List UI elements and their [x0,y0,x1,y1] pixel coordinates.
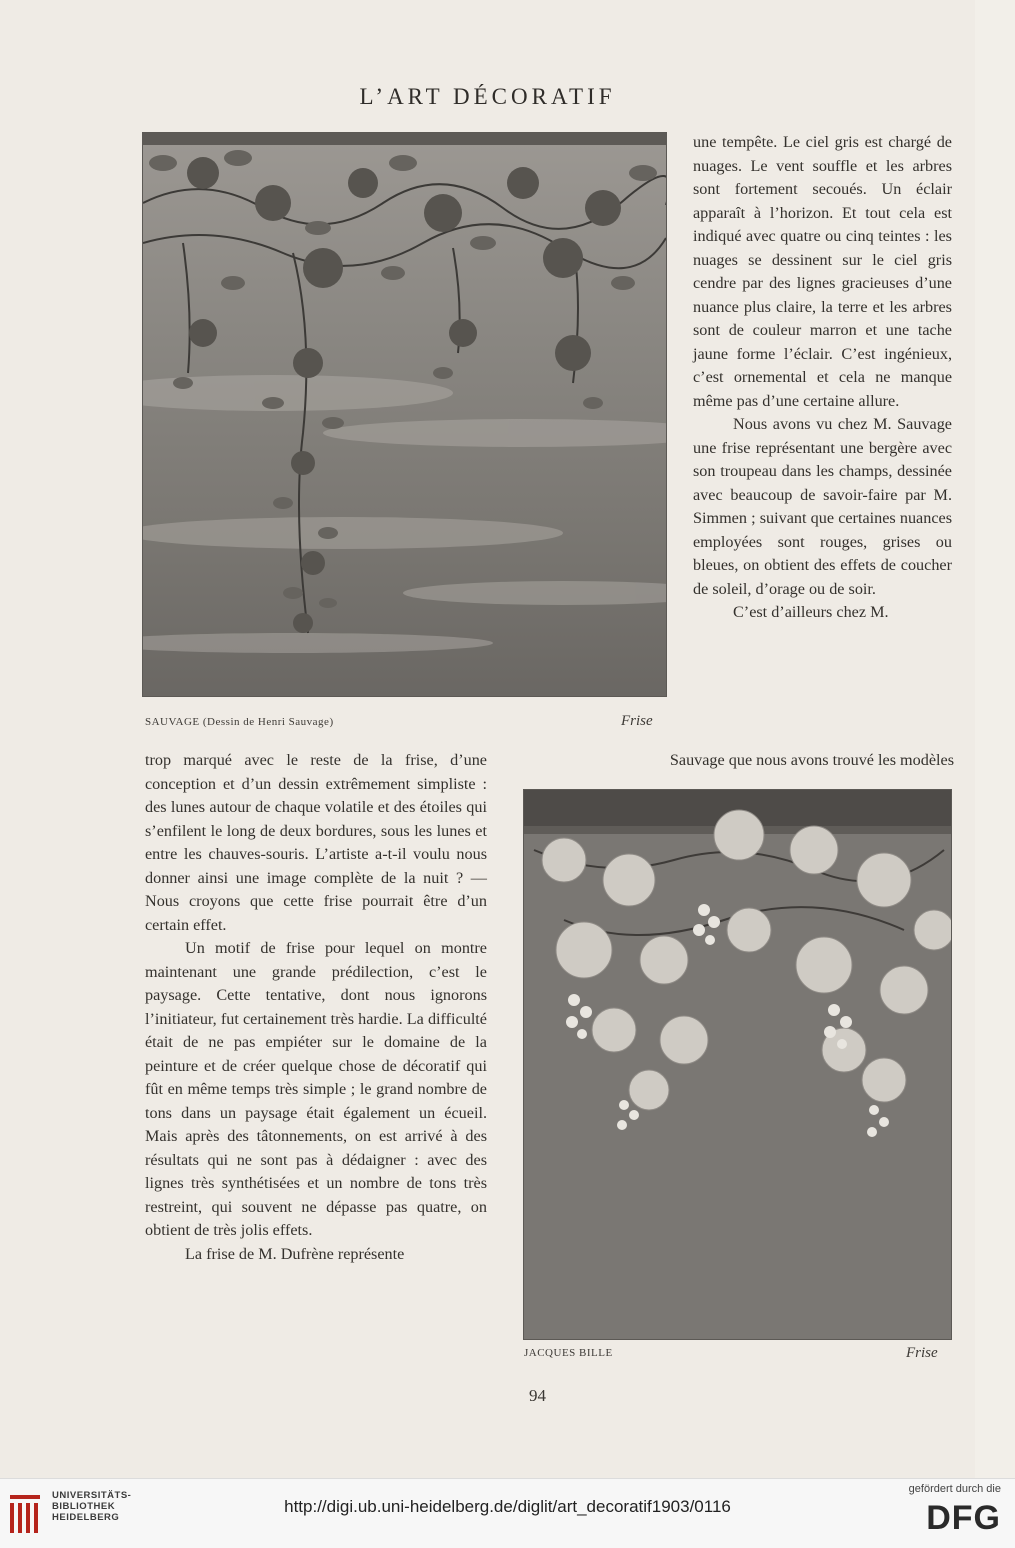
figure-caption-title: Frise [906,1345,938,1361]
dfg-logo: DFG [926,1499,1001,1537]
paragraph: C’est d’ailleurs chez M. [733,603,889,621]
paragraph: La frise de M. Dufrène représente [185,1244,405,1263]
running-title: L’ART DÉCORATIF [359,84,616,109]
figure-caption-artist: SAUVAGE (Dessin de Henri Sauvage) [145,716,334,728]
sauvage-frieze-illustration [143,133,666,696]
bille-frieze-plate [523,789,952,1340]
library-name: UNIVERSITÄTS- BIBLIOTHEK HEIDELBERG [52,1490,132,1523]
digital-object-link[interactable]: http://digi.ub.uni-heidelberg.de/diglit/art_decoratif1903/0116 [284,1497,731,1516]
paragraph: une tempête. Le ciel gris est chargé de nuages. Le vent souffle et les arbres sont fortement secoués. Un éclair apparaît à l’horizon. Et tout cela est indiqué avec quatre ou cinq teintes : les nuages se dessinent sur le ciel gris cendre par des lignes gracieuses d’une nuance plus claire, la terre et les arbres sont de couleur marron et une tache jaune forme l’éclair. C’est ingénieux, c’est ornemental et cela ne manque même pas d’une certaine allure. [693,133,952,410]
digital-library-footer [0,1478,1015,1548]
paragraph: Sauvage que nous avons trouvé les modèles [669,751,954,769]
figure-caption-title: Frise [621,713,653,729]
right-column-continuation [562,749,954,773]
paragraph: Nous avons vu chez M. Sauvage une frise représentant une bergère avec son troupeau dans les champs, dessinée avec beaucoup de savoir-faire par M. Simmen ; suivant que certaines nuances employées sont rouges, grises ou bleues, on obtient des effets de coucher de soleil, d’orage ou de soir. [693,415,952,598]
right-column-top [693,131,952,625]
funding-note: gefördert durch die [908,1483,1001,1495]
figure-caption-artist: JACQUES BILLE [524,1347,613,1359]
paragraph: trop marqué avec le reste de la frise, d’une conception et d’un dessin extrêmement simpliste : des lunes autour de chaque volatile et des étoiles qui s’enfilent le long de deux bordures, sous les lunes et entre les chauves-souris. L’artiste a-t-il voulu nous donner ainsi une image complète de la nuit ? — Nous croyons que cette frise pourrait être d’un certain effet. [145,751,487,934]
page-number: 94 [529,1386,546,1405]
left-column [145,749,487,1266]
paragraph: Un motif de frise pour lequel on montre maintenant une grande prédilection, c’est le paysage. Cette tentative, dont nous ignorons l’initiateur, fut certainement très hardie. La difficulté était de ne pas empiéter sur le domaine de la peinture et de créer quelque chose de décoratif qui fût en même temps très simple ; le grand nombre de tons dans un paysage était également un écueil. Mais après des tâtonnements, on est arrivé à des résultats qui ne sont pas à dédaigner : avec des lignes très synthétisées et un nombre de tons très restreint, qui souvent ne dépasse pas quatre, on obtient de très jolis effets. [145,939,487,1239]
sauvage-frieze-plate [142,132,667,697]
bille-frieze-illustration [524,790,951,1339]
